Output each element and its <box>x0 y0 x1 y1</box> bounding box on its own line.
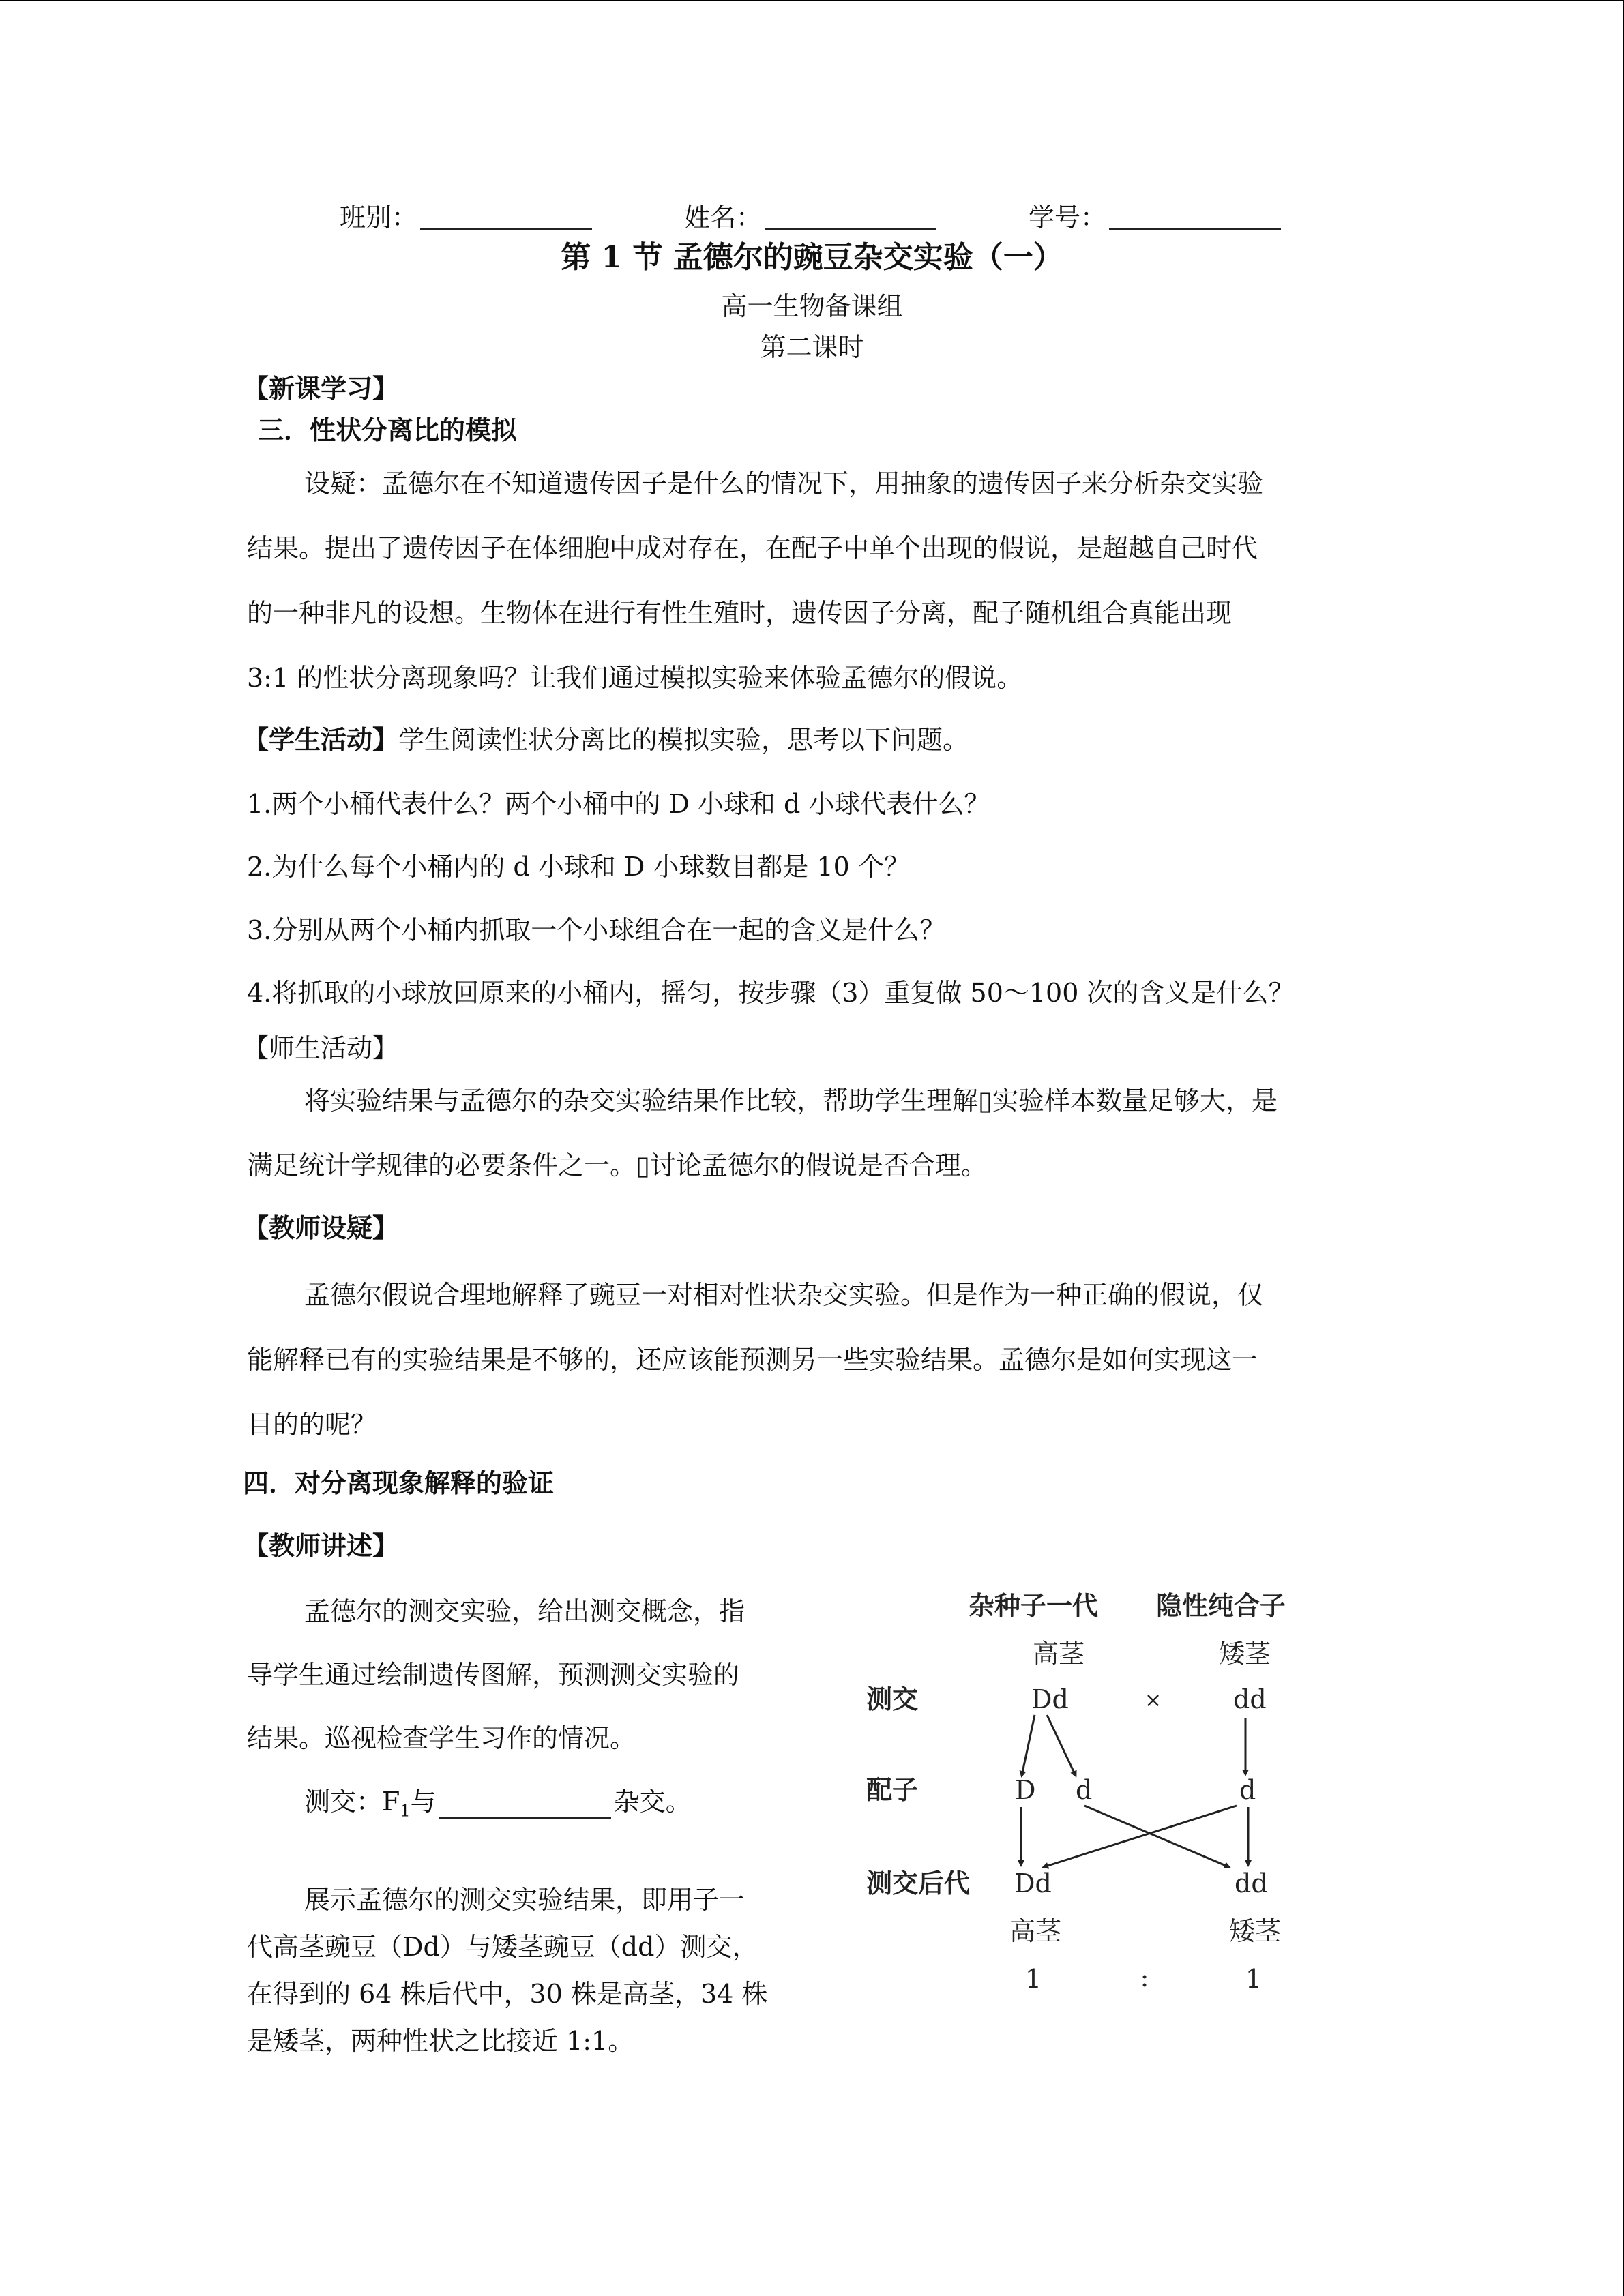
paragraph-line: 的一种非凡的设想。生物体在进行有性生殖时，遗传因子分离，配子随机组合真能出现 <box>247 598 1232 628</box>
diagram-row-gamete: 配子 <box>866 1774 919 1805</box>
diagram-offspring-1: Dd <box>1014 1868 1052 1898</box>
page-title: 第 1 节 孟德尔的豌豆杂交实验（一） <box>561 240 1063 275</box>
student-id-field <box>1029 203 1281 233</box>
testcross-fill-in <box>304 1789 692 1819</box>
paragraph-line: 孟德尔假说合理地解释了豌豆一对相对性状杂交实验。但是作为一种正确的假说，仅 <box>304 1280 1264 1310</box>
diagram-offspring-2-phenotype: 矮茎 <box>1228 1916 1282 1946</box>
name-field <box>684 203 936 233</box>
student-id-blank[interactable] <box>1109 227 1281 230</box>
paragraph-line: 结果。提出了遗传因子在体细胞中成对存在，在配子中单个出现的假说，是超越自己时代 <box>247 533 1258 563</box>
lesson-number: 第二课时 <box>760 332 864 362</box>
arrow-Dd-to-d <box>1047 1715 1076 1776</box>
student-activity <box>243 724 969 755</box>
diagram-gamete-d1: d <box>1076 1775 1093 1805</box>
testcross-mid: 与 <box>410 1787 437 1817</box>
testcross-diagram <box>839 1582 1316 2005</box>
section-new-lesson: 【新课学习】 <box>243 373 399 404</box>
paragraph-line: 孟德尔的测交实验，给出测交概念，指 <box>304 1596 745 1626</box>
arrow-Dd-to-D <box>1022 1715 1035 1776</box>
class-label: 班别： <box>340 203 418 233</box>
student-activity-text: 学生阅读性状分离比的模拟实验，思考以下问题。 <box>398 725 969 755</box>
diagram-short-label: 矮茎 <box>1218 1639 1271 1669</box>
teacher-explain-label: 【教师讲述】 <box>243 1530 399 1561</box>
paragraph-line: 展示孟德尔的测交实验结果，即用子一 <box>304 1885 745 1915</box>
testcross-suffix: 杂交。 <box>613 1787 692 1817</box>
section-4-title: 四．对分离现象解释的验证 <box>243 1467 555 1498</box>
diagram-col2-header: 隐性纯合子 <box>1155 1590 1286 1621</box>
diagram-gamete-D: D <box>1015 1775 1036 1805</box>
name-blank[interactable] <box>765 227 936 230</box>
section-3-title: 三．性状分离比的模拟 <box>258 415 518 445</box>
teacher-question-label: 【教师设疑】 <box>243 1212 399 1243</box>
diagram-gamete-d2: d <box>1239 1775 1256 1805</box>
diagram-col1-header: 杂种子一代 <box>968 1590 1099 1621</box>
question-2: 2.为什么每个小桶内的 d 小球和 D 小球数目都是 10 个？ <box>247 852 910 882</box>
diagram-p2-genotype: dd <box>1233 1684 1267 1714</box>
paragraph-intro <box>247 451 1379 711</box>
paragraph-testcross-intro <box>247 1580 806 1770</box>
diagram-offspring-1-phenotype: 高茎 <box>1009 1916 1062 1946</box>
class-blank[interactable] <box>420 227 592 230</box>
question-1: 1.两个小桶代表什么？两个小桶中的 D 小球和 d 小球代表什么？ <box>247 789 990 819</box>
paragraph-line: 目的的呢？ <box>247 1410 377 1440</box>
paragraph-line: 代高茎豌豆（Dd）与矮茎豌豆（dd）测交， <box>247 1932 758 1962</box>
diagram-p1-genotype: Dd <box>1031 1684 1069 1714</box>
paragraph-teacher-question <box>247 1263 1379 1457</box>
paragraph-line: 在得到的 64 株后代中，30 株是高茎，34 株 <box>247 1979 768 2009</box>
question-4: 4.将抓取的小球放回原来的小桶内，摇匀，按步骤（3）重复做 50～100 次的含义是什么？ <box>247 978 1295 1008</box>
name-label: 姓名： <box>684 203 763 233</box>
paragraph-testcross-result <box>247 1877 806 2065</box>
paragraph-line: 设疑：孟德尔在不知道遗传因子是什么的情况下，用抽象的遗传因子来分析杂交实验 <box>304 468 1264 498</box>
diagram-row-offspring: 测交后代 <box>866 1868 971 1898</box>
paragraph-line: 满足统计学规律的必要条件之一。▯讨论孟德尔的假说是否合理。 <box>247 1150 987 1180</box>
diagram-cross-symbol: × <box>1145 1688 1162 1712</box>
paragraph-line: 是矮茎，两种性状之比接近 1:1。 <box>247 2026 634 2056</box>
question-3: 3.分别从两个小桶内抓取一个小球组合在一起的含义是什么？ <box>247 915 946 945</box>
student-id-label: 学号： <box>1029 203 1107 233</box>
paragraph-line: 能解释已有的实验结果是不够的，还应该能预测另一些实验结果。孟德尔是如何实现这一 <box>247 1345 1258 1375</box>
diagram-ratio-2: 1 <box>1245 1964 1263 1994</box>
paragraph-line: 结果。巡视检查学生习作的情况。 <box>247 1723 636 1753</box>
diagram-ratio-colon: : <box>1140 1963 1149 1993</box>
paragraph-comparison <box>247 1069 1379 1198</box>
testcross-prefix: 测交：F <box>304 1787 400 1817</box>
paragraph-line: 导学生通过绘制遗传图解，预测测交实验的 <box>247 1660 740 1690</box>
testcross-blank[interactable] <box>439 1816 611 1819</box>
student-activity-label: 【学生活动】 <box>243 724 399 755</box>
diagram-tall-label: 高茎 <box>1032 1639 1085 1669</box>
subtitle: 高一生物备课组 <box>721 291 903 321</box>
class-field <box>340 203 592 233</box>
diagram-offspring-2: dd <box>1235 1868 1268 1898</box>
teacher-student-label: 【师生活动】 <box>243 1033 399 1063</box>
diagram-ratio-1: 1 <box>1024 1964 1042 1994</box>
testcross-subscript: 1 <box>400 1801 411 1821</box>
paragraph-line: 3:1 的性状分离现象吗？让我们通过模拟实验来体验孟德尔的假说。 <box>247 663 1023 693</box>
paragraph-line: 将实验结果与孟德尔的杂交实验结果作比较，帮助学生理解▯实验样本数量足够大，是 <box>304 1086 1278 1116</box>
diagram-row-testcross: 测交 <box>866 1684 919 1714</box>
